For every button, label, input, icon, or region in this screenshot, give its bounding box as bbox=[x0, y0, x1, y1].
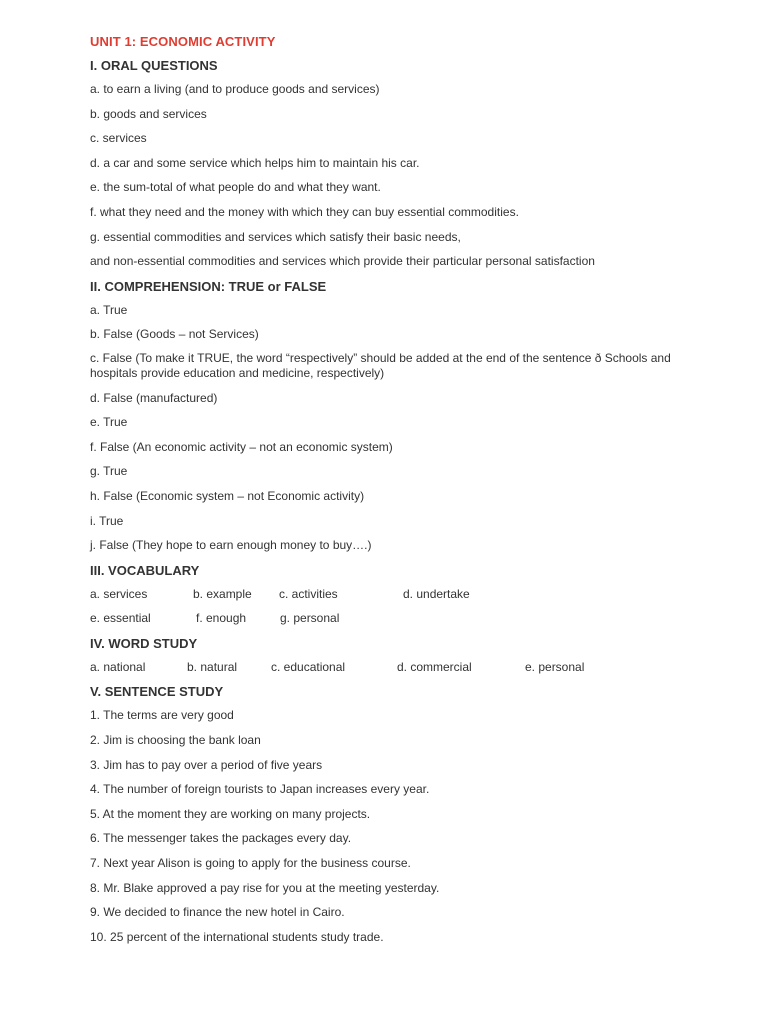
oral-answer: f. what they need and the money with which they can buy essential commodities. bbox=[90, 204, 519, 219]
vocabulary-row bbox=[90, 610, 690, 626]
sentence-answer: 4. The number of foreign tourists to Japan increases every year. bbox=[90, 782, 430, 797]
unit-title: UNIT 1: ECONOMIC ACTIVITY bbox=[90, 34, 276, 49]
sentence-answer: 6. The messenger takes the packages every day. bbox=[90, 831, 352, 846]
comprehension-answer: h. False (Economic system – not Economic activity) bbox=[90, 488, 365, 503]
word-study-answer: e. personal bbox=[525, 659, 585, 674]
oral-answer: b. goods and services bbox=[90, 106, 207, 121]
comprehension-answer: f. False (An economic activity – not an economic system) bbox=[90, 439, 393, 454]
sentence-answer: 2. Jim is choosing the bank loan bbox=[90, 733, 261, 748]
vocabulary-answer: c. activities bbox=[279, 586, 338, 601]
sentence-answer: 1. The terms are very good bbox=[90, 708, 234, 723]
sentence-answer: 8. Mr. Blake approved a pay rise for you at the meeting yesterday. bbox=[90, 880, 440, 895]
sentence-answer: 5. At the moment they are working on many projects. bbox=[90, 806, 371, 821]
vocabulary-answer: d. undertake bbox=[403, 586, 470, 601]
word-study-row bbox=[90, 659, 690, 675]
word-study-answer: b. natural bbox=[187, 659, 238, 674]
section-heading-vocabulary: III. VOCABULARY bbox=[90, 562, 200, 578]
comprehension-answer: g. True bbox=[90, 464, 128, 479]
vocabulary-answer: f. enough bbox=[196, 611, 247, 626]
comprehension-answer: e. True bbox=[90, 415, 128, 430]
sentence-answer: 9. We decided to finance the new hotel in Cairo. bbox=[90, 905, 345, 920]
oral-answer: and non-essential commodities and services which provide their particular personal satisfaction bbox=[90, 254, 595, 269]
sentence-answer: 10. 25 percent of the international students study trade. bbox=[90, 929, 384, 944]
oral-answer: c. services bbox=[90, 131, 147, 146]
section-heading-word-study: IV. WORD STUDY bbox=[90, 635, 198, 651]
oral-answer: d. a car and some service which helps him to maintain his car. bbox=[90, 155, 420, 170]
vocabulary-answer: a. services bbox=[90, 586, 148, 601]
vocabulary-row bbox=[90, 586, 690, 602]
section-heading-comprehension: II. COMPREHENSION: TRUE or FALSE bbox=[90, 278, 327, 294]
comprehension-answer: d. False (manufactured) bbox=[90, 390, 218, 405]
comprehension-answer: i. True bbox=[90, 513, 124, 528]
word-study-answer: a. national bbox=[90, 659, 146, 674]
sentence-answer: 7. Next year Alison is going to apply for the business course. bbox=[90, 856, 411, 871]
comprehension-answer: a. True bbox=[90, 302, 128, 317]
vocabulary-answer: b. example bbox=[193, 586, 252, 601]
document-page bbox=[90, 33, 690, 953]
word-study-answer: c. educational bbox=[271, 659, 346, 674]
comprehension-answer: b. False (Goods – not Services) bbox=[90, 327, 259, 342]
oral-answer: e. the sum-total of what people do and what they want. bbox=[90, 180, 381, 195]
section-heading-oral: I. ORAL QUESTIONS bbox=[90, 58, 218, 73]
oral-answer: g. essential commodities and services which satisfy their basic needs, bbox=[90, 229, 461, 244]
oral-answer: a. to earn a living (and to produce goods and services) bbox=[90, 82, 380, 96]
comprehension-answer: c. False (To make it TRUE, the word “respectively” should be added at the end of the sentence ð Schools and hospitals provide education and medicine, respectively) bbox=[90, 350, 671, 380]
section-heading-sentence-study: V. SENTENCE STUDY bbox=[90, 684, 224, 700]
sentence-answer: 3. Jim has to pay over a period of five years bbox=[90, 757, 323, 772]
comprehension-answer: j. False (They hope to earn enough money to buy….) bbox=[90, 538, 372, 553]
vocabulary-answer: e. essential bbox=[90, 611, 151, 626]
word-study-answer: d. commercial bbox=[397, 659, 472, 674]
vocabulary-answer: g. personal bbox=[280, 611, 340, 626]
